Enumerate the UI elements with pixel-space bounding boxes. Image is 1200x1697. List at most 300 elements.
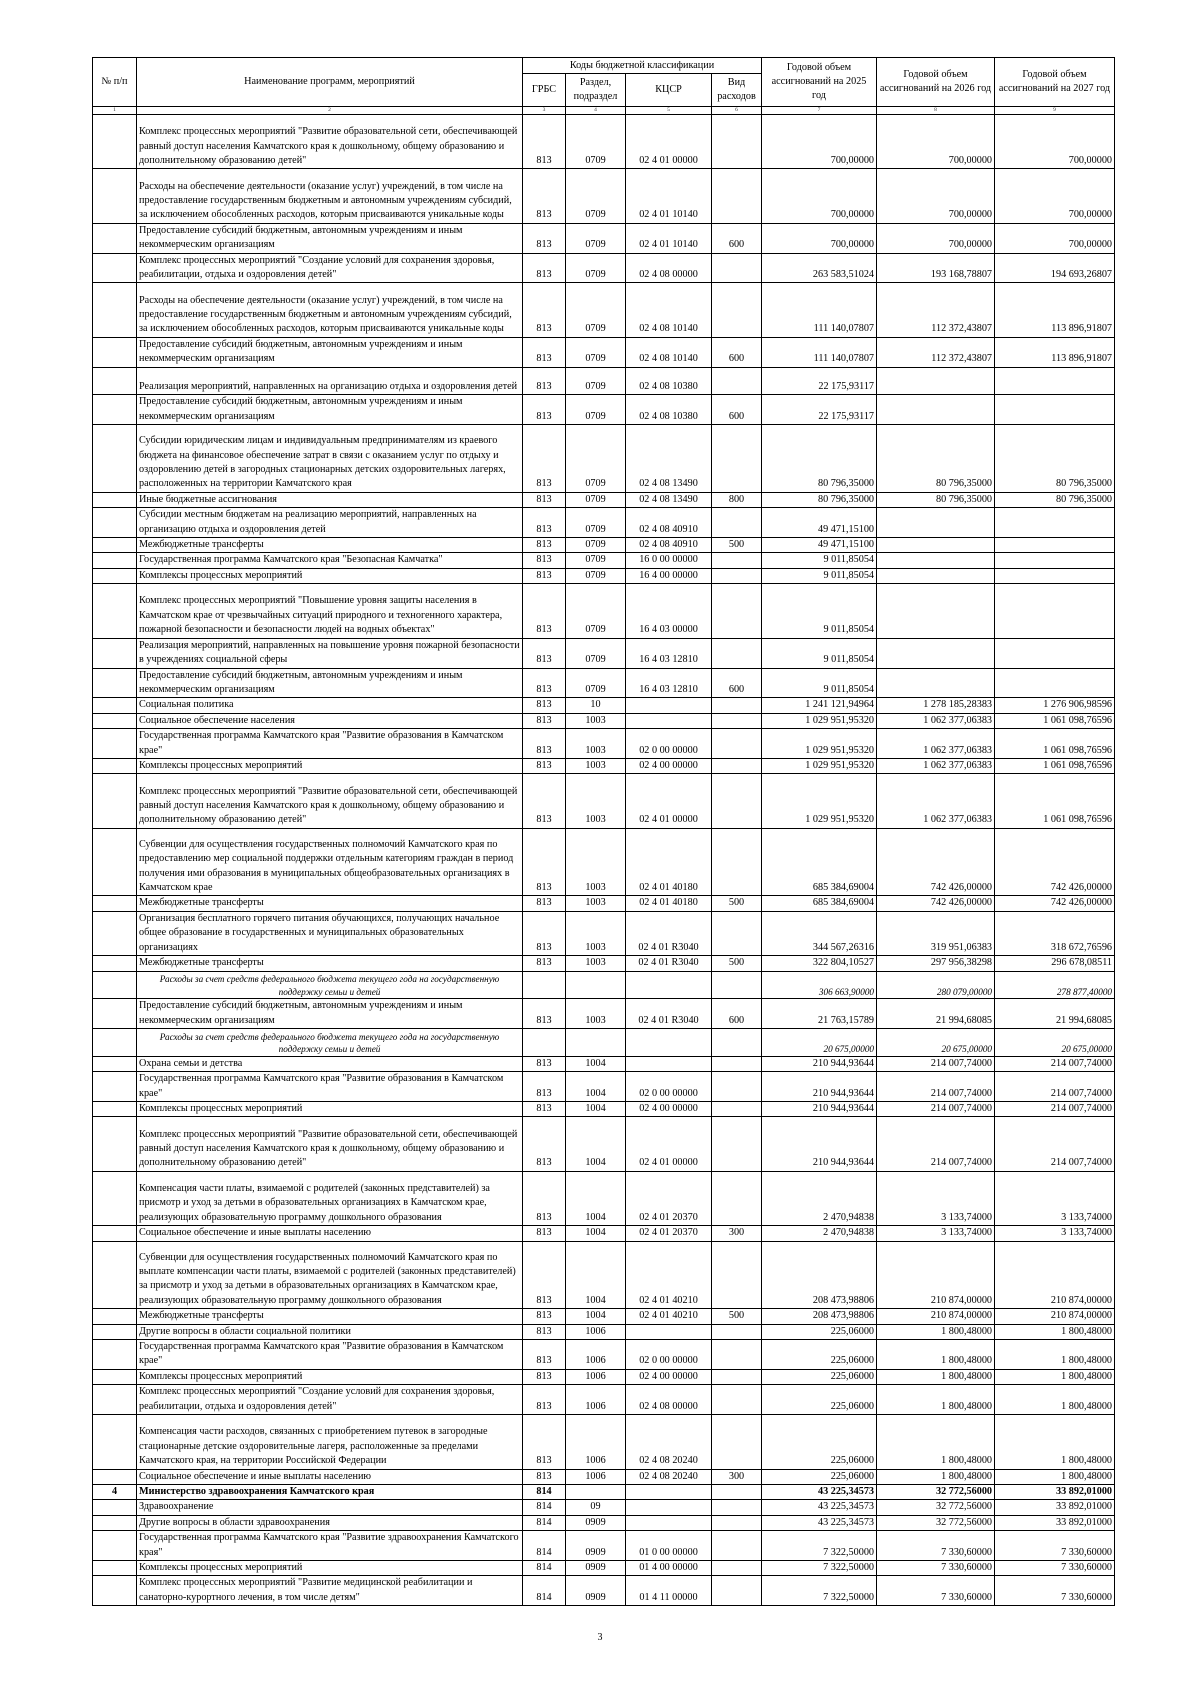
row-amount-2027: 214 007,74000 xyxy=(995,1117,1115,1171)
table-row xyxy=(93,1484,1115,1499)
row-amount-2026: 319 951,06383 xyxy=(877,911,995,955)
row-kcsr: 02 4 08 10140 xyxy=(626,283,712,337)
row-razdel: 0709 xyxy=(566,367,626,395)
table-row xyxy=(93,283,1115,337)
row-amount-2025: 43 225,34573 xyxy=(762,1515,877,1530)
row-amount-2026: 1 800,48000 xyxy=(877,1469,995,1484)
row-kcsr: 02 4 00 00000 xyxy=(626,758,712,773)
row-number xyxy=(93,253,137,283)
row-number xyxy=(93,698,137,713)
table-row xyxy=(93,367,1115,395)
row-razdel: 0909 xyxy=(566,1515,626,1530)
row-amount-2027: 3 133,74000 xyxy=(995,1171,1115,1225)
row-amount-2025: 7 322,50000 xyxy=(762,1576,877,1606)
row-amount-2026: 700,00000 xyxy=(877,115,995,169)
row-amount-2026 xyxy=(877,638,995,668)
row-amount-2026: 214 007,74000 xyxy=(877,1101,995,1116)
row-name: Межбюджетные трансферты xyxy=(137,896,523,911)
row-amount-2025: 210 944,93644 xyxy=(762,1101,877,1116)
row-amount-2027: 113 896,91807 xyxy=(995,283,1115,337)
row-amount-2025: 322 804,10527 xyxy=(762,956,877,971)
row-razdel: 10 xyxy=(566,698,626,713)
row-name: Государственная программа Камчатского края "Развитие образования в Камчатском крае" xyxy=(137,1072,523,1102)
row-number xyxy=(93,584,137,638)
row-kcsr: 02 0 00 00000 xyxy=(626,729,712,759)
row-grbs: 813 xyxy=(523,337,566,367)
row-name: Социальное обеспечение населения xyxy=(137,713,523,728)
row-grbs: 813 xyxy=(523,1415,566,1469)
row-razdel: 0909 xyxy=(566,1576,626,1606)
row-grbs: 813 xyxy=(523,1469,566,1484)
row-amount-2025: 685 384,69004 xyxy=(762,896,877,911)
row-number xyxy=(93,115,137,169)
row-name: Комплекс процессных мероприятий "Создание условий для сохранения здоровья, реабилитации, отдыха и оздоровления детей" xyxy=(137,1385,523,1415)
row-amount-2025: 225,06000 xyxy=(762,1340,877,1370)
row-number xyxy=(93,896,137,911)
header-grbs: ГРБС xyxy=(523,74,566,107)
row-vid xyxy=(712,1171,762,1225)
row-name: Компенсация части платы, взимаемой с родителей (законных представителей) за присмотр и уход за детьми в образовательных организациях в Камчатском крае, реализующих образовательную программу дошкольного образования xyxy=(137,1171,523,1225)
row-grbs: 813 xyxy=(523,956,566,971)
row-name: Субсидии юридическим лицам и индивидуальным предпринимателям из краевого бюджета на финансовое обеспечение затрат в связи с оказанием услуг по отдыху и оздоровлению детей в загородных стационарных детских оздоровительных лагерях, расположенных на территории Камчатского края xyxy=(137,425,523,493)
table-row xyxy=(93,508,1115,538)
row-razdel: 1003 xyxy=(566,911,626,955)
row-kcsr: 02 4 01 00000 xyxy=(626,774,712,828)
row-amount-2025: 210 944,93644 xyxy=(762,1117,877,1171)
row-number xyxy=(93,1171,137,1225)
row-razdel: 1004 xyxy=(566,1101,626,1116)
row-number xyxy=(93,1029,137,1057)
row-number xyxy=(93,1515,137,1530)
row-vid: 600 xyxy=(712,337,762,367)
row-razdel: 0709 xyxy=(566,492,626,507)
row-amount-2027 xyxy=(995,553,1115,568)
row-number xyxy=(93,1309,137,1324)
row-razdel: 1006 xyxy=(566,1340,626,1370)
row-amount-2027: 7 330,60000 xyxy=(995,1531,1115,1561)
row-razdel: 1006 xyxy=(566,1385,626,1415)
row-amount-2027: 1 800,48000 xyxy=(995,1385,1115,1415)
row-grbs: 813 xyxy=(523,492,566,507)
header-vid: Вид расходов xyxy=(712,74,762,107)
row-razdel: 1003 xyxy=(566,999,626,1029)
table-row xyxy=(93,1560,1115,1575)
row-amount-2025: 700,00000 xyxy=(762,169,877,223)
row-number xyxy=(93,999,137,1029)
table-row xyxy=(93,1469,1115,1484)
row-vid xyxy=(712,1385,762,1415)
row-name: Комплекс процессных мероприятий "Повышение уровня защиты населения в Камчатском крае от чрезвычайных ситуаций природного и техногенного характера, пожарной безопасности и безопасности людей на водных объектах" xyxy=(137,584,523,638)
table-body xyxy=(93,107,1115,1606)
row-amount-2027: 318 672,76596 xyxy=(995,911,1115,955)
row-amount-2027: 1 061 098,76596 xyxy=(995,774,1115,828)
row-amount-2027: 742 426,00000 xyxy=(995,828,1115,896)
header-2025: Годовой объем ассигнований на 2025 год xyxy=(762,58,877,107)
row-number xyxy=(93,1117,137,1171)
row-grbs: 813 xyxy=(523,698,566,713)
table-row xyxy=(93,698,1115,713)
row-grbs: 813 xyxy=(523,828,566,896)
row-amount-2027 xyxy=(995,508,1115,538)
row-amount-2026 xyxy=(877,668,995,698)
row-name: Предоставление субсидий бюджетным, автономным учреждениям и иным некоммерческим организациям xyxy=(137,395,523,425)
row-razdel: 0709 xyxy=(566,337,626,367)
row-amount-2027: 80 796,35000 xyxy=(995,492,1115,507)
row-razdel: 09 xyxy=(566,1500,626,1515)
row-amount-2027: 80 796,35000 xyxy=(995,425,1115,493)
row-vid xyxy=(712,1072,762,1102)
row-number xyxy=(93,538,137,553)
row-number xyxy=(93,283,137,337)
row-amount-2026: 742 426,00000 xyxy=(877,828,995,896)
row-grbs: 813 xyxy=(523,1072,566,1102)
row-number xyxy=(93,774,137,828)
row-grbs: 813 xyxy=(523,223,566,253)
row-number xyxy=(93,729,137,759)
row-number xyxy=(93,956,137,971)
row-grbs: 813 xyxy=(523,758,566,773)
header-razdel: Раздел, подраздел xyxy=(566,74,626,107)
row-amount-2025: 1 029 951,95320 xyxy=(762,729,877,759)
row-razdel: 1003 xyxy=(566,896,626,911)
row-vid xyxy=(712,758,762,773)
row-number xyxy=(93,1531,137,1561)
row-amount-2027: 20 675,00000 xyxy=(995,1029,1115,1057)
row-amount-2026: 80 796,35000 xyxy=(877,492,995,507)
row-vid: 600 xyxy=(712,223,762,253)
row-amount-2026: 742 426,00000 xyxy=(877,896,995,911)
table-row xyxy=(93,638,1115,668)
row-amount-2025: 225,06000 xyxy=(762,1415,877,1469)
row-grbs: 813 xyxy=(523,1056,566,1071)
row-amount-2025: 306 663,90000 xyxy=(762,971,877,999)
row-vid xyxy=(712,1117,762,1171)
row-grbs: 813 xyxy=(523,638,566,668)
row-vid xyxy=(712,1241,762,1309)
row-kcsr: 02 4 08 20240 xyxy=(626,1415,712,1469)
row-kcsr: 16 4 03 12810 xyxy=(626,638,712,668)
row-amount-2026: 1 062 377,06383 xyxy=(877,713,995,728)
row-amount-2026: 210 874,00000 xyxy=(877,1309,995,1324)
row-name: Предоставление субсидий бюджетным, автономным учреждениям и иным некоммерческим организациям xyxy=(137,668,523,698)
row-amount-2026: 214 007,74000 xyxy=(877,1117,995,1171)
row-amount-2026 xyxy=(877,568,995,583)
row-vid: 600 xyxy=(712,668,762,698)
row-number xyxy=(93,1369,137,1384)
row-name: Министерство здравоохранения Камчатского края xyxy=(137,1484,523,1499)
row-amount-2027 xyxy=(995,538,1115,553)
row-kcsr xyxy=(626,1029,712,1057)
row-grbs: 813 xyxy=(523,367,566,395)
row-grbs: 813 xyxy=(523,553,566,568)
row-amount-2026: 80 796,35000 xyxy=(877,425,995,493)
row-vid xyxy=(712,1369,762,1384)
row-amount-2026: 20 675,00000 xyxy=(877,1029,995,1057)
row-vid xyxy=(712,508,762,538)
row-number xyxy=(93,1101,137,1116)
row-kcsr: 02 4 08 10140 xyxy=(626,337,712,367)
table-row xyxy=(93,668,1115,698)
row-vid: 300 xyxy=(712,1469,762,1484)
row-amount-2025: 1 029 951,95320 xyxy=(762,758,877,773)
row-amount-2026: 1 800,48000 xyxy=(877,1324,995,1339)
row-amount-2027: 1 061 098,76596 xyxy=(995,713,1115,728)
table-row xyxy=(93,911,1115,955)
row-vid xyxy=(712,367,762,395)
row-number xyxy=(93,1560,137,1575)
row-vid xyxy=(712,911,762,955)
row-amount-2026: 3 133,74000 xyxy=(877,1226,995,1241)
row-number xyxy=(93,1500,137,1515)
table-row xyxy=(93,1576,1115,1606)
row-number xyxy=(93,1056,137,1071)
row-amount-2025: 1 029 951,95320 xyxy=(762,713,877,728)
row-amount-2025: 225,06000 xyxy=(762,1324,877,1339)
row-grbs: 814 xyxy=(523,1515,566,1530)
table-row xyxy=(93,1415,1115,1469)
row-grbs: 813 xyxy=(523,283,566,337)
row-vid xyxy=(712,1531,762,1561)
row-razdel: 0709 xyxy=(566,584,626,638)
row-amount-2026: 32 772,56000 xyxy=(877,1515,995,1530)
row-kcsr: 01 4 11 00000 xyxy=(626,1576,712,1606)
row-vid: 500 xyxy=(712,538,762,553)
row-amount-2026: 1 062 377,06383 xyxy=(877,774,995,828)
row-grbs: 813 xyxy=(523,508,566,538)
row-name: Комплекс процессных мероприятий "Развитие образовательной сети, обеспечивающей равный доступ населения Камчатского края к дошкольному, общему образованию и дополнительному образованию детей" xyxy=(137,115,523,169)
row-amount-2027: 700,00000 xyxy=(995,169,1115,223)
row-kcsr: 02 4 08 40910 xyxy=(626,508,712,538)
row-razdel: 0909 xyxy=(566,1560,626,1575)
row-amount-2025: 49 471,15100 xyxy=(762,538,877,553)
row-name: Комплексы процессных мероприятий xyxy=(137,1560,523,1575)
row-razdel: 1004 xyxy=(566,1241,626,1309)
row-vid xyxy=(712,1324,762,1339)
row-amount-2025: 9 011,85054 xyxy=(762,568,877,583)
row-grbs: 813 xyxy=(523,395,566,425)
table-row xyxy=(93,1309,1115,1324)
row-amount-2025: 43 225,34573 xyxy=(762,1500,877,1515)
row-name: Другие вопросы в области здравоохранения xyxy=(137,1515,523,1530)
row-name: Субвенции для осуществления государственных полномочий Камчатского края по предоставлению мер социальной поддержки отдельным категориям граждан в период получения ими образования в муниципальных общеобразовательных организациях в Камчатском крае xyxy=(137,828,523,896)
row-vid xyxy=(712,115,762,169)
row-name: Комплекс процессных мероприятий "Развитие медицинской реабилитации и санаторно-курортного лечения, в том числе детям" xyxy=(137,1576,523,1606)
table-row xyxy=(93,1241,1115,1309)
row-grbs: 813 xyxy=(523,1369,566,1384)
row-grbs: 813 xyxy=(523,774,566,828)
row-name: Расходы на обеспечение деятельности (оказание услуг) учреждений, в том числе на предоставление государственным бюджетным и автономным учреждениям субсидий, за исключением обособленных расходов, которым присваиваются уникальные коды xyxy=(137,283,523,337)
row-amount-2025: 700,00000 xyxy=(762,115,877,169)
row-name: Расходы за счет средств федерального бюджета текущего года на государственную поддержку семьи и детей xyxy=(137,971,523,999)
row-amount-2025: 7 322,50000 xyxy=(762,1531,877,1561)
table-row xyxy=(93,999,1115,1029)
row-razdel: 1003 xyxy=(566,729,626,759)
row-name: Социальное обеспечение и иные выплаты населению xyxy=(137,1226,523,1241)
table-row xyxy=(93,1340,1115,1370)
row-amount-2026: 1 800,48000 xyxy=(877,1369,995,1384)
row-amount-2027: 1 061 098,76596 xyxy=(995,758,1115,773)
row-kcsr: 02 4 01 20370 xyxy=(626,1171,712,1225)
row-name: Государственная программа Камчатского края "Безопасная Камчатка" xyxy=(137,553,523,568)
table-row xyxy=(93,425,1115,493)
row-kcsr: 02 4 08 00000 xyxy=(626,253,712,283)
row-amount-2027: 33 892,01000 xyxy=(995,1484,1115,1499)
row-number xyxy=(93,169,137,223)
row-name: Комплекс процессных мероприятий "Развитие образовательной сети, обеспечивающей равный доступ населения Камчатского края к дошкольному, общему образованию и дополнительному образованию детей" xyxy=(137,774,523,828)
row-amount-2027: 113 896,91807 xyxy=(995,337,1115,367)
row-amount-2027: 210 874,00000 xyxy=(995,1241,1115,1309)
row-vid xyxy=(712,729,762,759)
row-kcsr: 02 4 08 20240 xyxy=(626,1469,712,1484)
row-amount-2025: 208 473,98806 xyxy=(762,1309,877,1324)
header-budget-codes: Коды бюджетной классификации xyxy=(523,58,762,74)
table-row xyxy=(93,337,1115,367)
row-amount-2026 xyxy=(877,395,995,425)
row-amount-2027: 7 330,60000 xyxy=(995,1576,1115,1606)
row-amount-2025: 21 763,15789 xyxy=(762,999,877,1029)
row-kcsr: 02 4 08 40910 xyxy=(626,538,712,553)
table-row xyxy=(93,713,1115,728)
row-vid xyxy=(712,169,762,223)
row-amount-2026: 700,00000 xyxy=(877,223,995,253)
table-row xyxy=(93,1500,1115,1515)
row-name: Межбюджетные трансферты xyxy=(137,956,523,971)
row-name: Расходы за счет средств федерального бюджета текущего года на государственную поддержку семьи и детей xyxy=(137,1029,523,1057)
row-grbs: 813 xyxy=(523,999,566,1029)
row-amount-2025: 9 011,85054 xyxy=(762,668,877,698)
row-kcsr: 01 0 00 00000 xyxy=(626,1531,712,1561)
row-vid xyxy=(712,1484,762,1499)
row-vid xyxy=(712,698,762,713)
row-grbs: 813 xyxy=(523,1101,566,1116)
row-amount-2027: 21 994,68085 xyxy=(995,999,1115,1029)
row-amount-2025: 9 011,85054 xyxy=(762,638,877,668)
row-grbs: 813 xyxy=(523,584,566,638)
row-vid: 300 xyxy=(712,1226,762,1241)
row-razdel: 1003 xyxy=(566,774,626,828)
row-amount-2027: 7 330,60000 xyxy=(995,1560,1115,1575)
row-razdel: 1006 xyxy=(566,1469,626,1484)
table-row xyxy=(93,1117,1115,1171)
row-kcsr: 02 4 01 00000 xyxy=(626,115,712,169)
row-amount-2026: 214 007,74000 xyxy=(877,1056,995,1071)
row-grbs: 813 xyxy=(523,1385,566,1415)
row-name: Комплексы процессных мероприятий xyxy=(137,758,523,773)
table-row xyxy=(93,1385,1115,1415)
row-kcsr xyxy=(626,698,712,713)
row-amount-2026: 210 874,00000 xyxy=(877,1241,995,1309)
row-grbs: 813 xyxy=(523,1340,566,1370)
table-row xyxy=(93,584,1115,638)
row-number xyxy=(93,395,137,425)
row-kcsr: 02 0 00 00000 xyxy=(626,1340,712,1370)
row-name: Межбюджетные трансферты xyxy=(137,1309,523,1324)
row-name: Комплексы процессных мероприятий xyxy=(137,568,523,583)
row-kcsr: 02 4 01 00000 xyxy=(626,1117,712,1171)
row-name: Предоставление субсидий бюджетным, автономным учреждениям и иным некоммерческим организациям xyxy=(137,337,523,367)
header-2026: Годовой объем ассигнований на 2026 год xyxy=(877,58,995,107)
row-razdel: 1004 xyxy=(566,1072,626,1102)
row-razdel: 1004 xyxy=(566,1117,626,1171)
row-name: Расходы на обеспечение деятельности (оказание услуг) учреждений, в том числе на предоставление государственным бюджетным и автономным учреждениям субсидий, за исключением обособленных расходов, которым присваиваются уникальные коды xyxy=(137,169,523,223)
row-razdel: 0909 xyxy=(566,1531,626,1561)
row-amount-2026: 700,00000 xyxy=(877,169,995,223)
row-kcsr: 02 4 01 40210 xyxy=(626,1309,712,1324)
row-razdel: 1003 xyxy=(566,758,626,773)
row-kcsr xyxy=(626,713,712,728)
row-name: Реализация мероприятий, направленных на организацию отдыха и оздоровления детей xyxy=(137,367,523,395)
row-amount-2026: 21 994,68085 xyxy=(877,999,995,1029)
row-number xyxy=(93,668,137,698)
row-amount-2027: 742 426,00000 xyxy=(995,896,1115,911)
row-amount-2025: 225,06000 xyxy=(762,1469,877,1484)
row-grbs: 813 xyxy=(523,1324,566,1339)
row-grbs: 813 xyxy=(523,896,566,911)
row-vid xyxy=(712,774,762,828)
row-amount-2025: 43 225,34573 xyxy=(762,1484,877,1499)
row-amount-2025: 9 011,85054 xyxy=(762,553,877,568)
row-amount-2027 xyxy=(995,568,1115,583)
row-grbs: 813 xyxy=(523,668,566,698)
row-amount-2026: 3 133,74000 xyxy=(877,1171,995,1225)
row-amount-2025: 208 473,98806 xyxy=(762,1241,877,1309)
table-row xyxy=(93,568,1115,583)
row-amount-2027: 700,00000 xyxy=(995,115,1115,169)
table-row xyxy=(93,253,1115,283)
row-amount-2025: 49 471,15100 xyxy=(762,508,877,538)
row-amount-2026: 214 007,74000 xyxy=(877,1072,995,1102)
row-amount-2026 xyxy=(877,584,995,638)
table-row xyxy=(93,1101,1115,1116)
row-number xyxy=(93,568,137,583)
row-amount-2026: 1 278 185,28383 xyxy=(877,698,995,713)
row-name: Межбюджетные трансферты xyxy=(137,538,523,553)
table-row xyxy=(93,828,1115,896)
row-razdel: 1006 xyxy=(566,1324,626,1339)
row-amount-2027 xyxy=(995,584,1115,638)
row-kcsr xyxy=(626,1056,712,1071)
table-row xyxy=(93,538,1115,553)
row-name: Субвенции для осуществления государственных полномочий Камчатского края по выплате компенсации части платы, взимаемой с родителей (законных представителей) за присмотр и уход за детьми в образовательных организациях в Камчатском крае, реализующих образовательную программу дошкольного образования xyxy=(137,1241,523,1309)
row-amount-2027 xyxy=(995,638,1115,668)
row-name: Предоставление субсидий бюджетным, автономным учреждениям и иным некоммерческим организациям xyxy=(137,999,523,1029)
row-amount-2026: 7 330,60000 xyxy=(877,1560,995,1575)
row-grbs xyxy=(523,1029,566,1057)
row-kcsr: 02 4 01 40210 xyxy=(626,1241,712,1309)
row-number xyxy=(93,1241,137,1309)
row-amount-2027: 33 892,01000 xyxy=(995,1500,1115,1515)
row-kcsr: 16 4 00 00000 xyxy=(626,568,712,583)
page-number: 3 xyxy=(597,1632,603,1643)
row-number xyxy=(93,1415,137,1469)
row-number xyxy=(93,1340,137,1370)
row-grbs xyxy=(523,971,566,999)
row-vid xyxy=(712,1101,762,1116)
row-number: 4 xyxy=(93,1484,137,1499)
row-number xyxy=(93,1576,137,1606)
row-kcsr: 02 4 01 20370 xyxy=(626,1226,712,1241)
row-name: Комплексы процессных мероприятий xyxy=(137,1101,523,1116)
row-amount-2027: 1 276 906,98596 xyxy=(995,698,1115,713)
row-kcsr: 02 4 00 00000 xyxy=(626,1369,712,1384)
row-grbs: 813 xyxy=(523,169,566,223)
table-row xyxy=(93,896,1115,911)
row-amount-2025: 344 567,26316 xyxy=(762,911,877,955)
row-name: Государственная программа Камчатского края "Развитие здравоохранения Камчатского края" xyxy=(137,1531,523,1561)
row-amount-2027 xyxy=(995,367,1115,395)
table-row xyxy=(93,1171,1115,1225)
row-kcsr: 02 4 01 R3040 xyxy=(626,911,712,955)
